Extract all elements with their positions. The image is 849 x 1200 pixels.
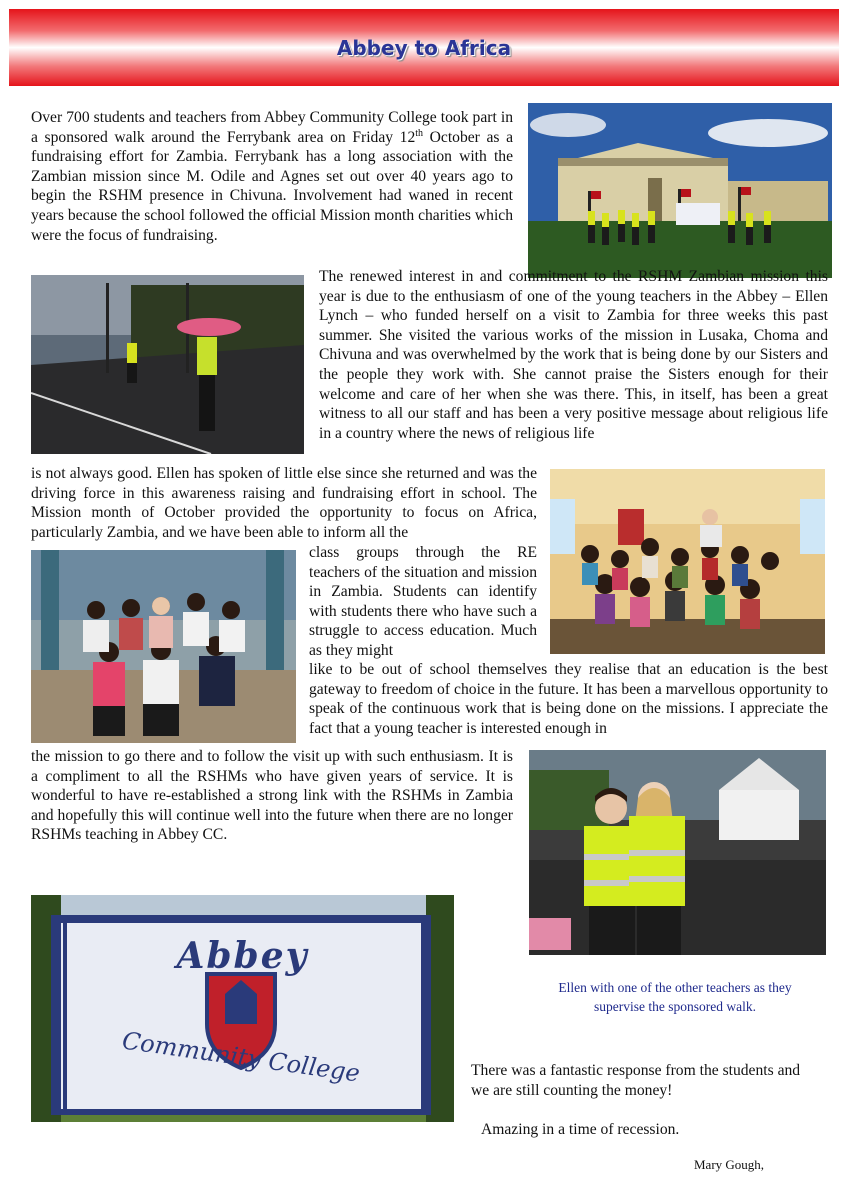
banner-text-community-college: Community College [120,1026,362,1088]
page-title: Abbey to Africa [336,36,512,60]
photo-group-steps [31,550,296,743]
paragraph-compliment: the mission to go there and to follow the visit up with such enthusiasm. It is a compliment to all the RSHMs who have given years of service. It is wonderful to have re-established a strong link with the RSHMs in Zambia and hopefully this will continue well into the future when there are no longer RSHMs teaching in Abbey CC. [31,748,513,844]
photo-college-banner [31,895,454,1122]
paragraph-renewed-interest: The renewed interest in and commitment to the RSHM Zambian mission this year is due to the enthusiasm of one of the young teachers in the Abbey – Ellen Lynch – who funded herself on a visit to Zambia for three weeks this past summer. She visited the various works of the mission in Lusaka, Choma and Chivuna and was overwhelmed by the work that is being done by our Sisters and the people they work with. She cannot praise the Sisters enough for their welcome and care of her when she was there. This, in itself, has been a great witness to all our staff and has been a very positive message about religious life in a country where the news of religious life [319,268,828,442]
closing-response: There was a fantastic response from the students and we are still counting the money! [471,1062,801,1099]
photo-two-teachers [529,750,826,955]
paragraph-intro: Over 700 students and teachers from Abbey Community College took part in a sponsored walk around the Ferrybank area on Friday 12th October as a fundraising effort for Zambia. Ferrybank has a long association with the Zambian mission since M. Odile and Agnes set out over 40 years ago to begin the RSHM presence in Chivuna. Involvement had waned in recent years because the school followed the official Mission month charities which were the focus of fundraising. [31,109,513,244]
paragraph-class-groups: class groups through the RE teachers of the situation and mission in Zambia. Students can identify with students there who have such a struggle to access education. Much as they might [309,544,537,659]
signature: Mary Gough, [694,1157,765,1172]
paragraph-ellen-driving-force: is not always good. Ellen has spoken of little else since she returned and was the driving force in this awareness raising and fundraising effort in school. The Mission month of October provided the opportunity to focus on Africa, particularly Zambia, and we have been able to inform all the [31,465,537,541]
closing-amazing: Amazing in a time of recession. [481,1121,680,1138]
photo-walk-umbrella [31,275,304,454]
photo-school-building [528,103,832,278]
banner-text-abbey: Abbey [176,935,309,977]
paragraph-education-gateway: like to be out of school themselves they realise that an education is the best gateway to freedom of choice in the future. It has been a marvellous opportunity to speak of the continuous work that is being done on the missions. I appreciate the fact that a young teacher is interested enough in [309,661,828,737]
photo-classroom-children [550,469,825,654]
photo-caption: Ellen with one of the other teachers as they supervise the sponsored walk. [558,980,792,1014]
header-banner [9,9,839,86]
